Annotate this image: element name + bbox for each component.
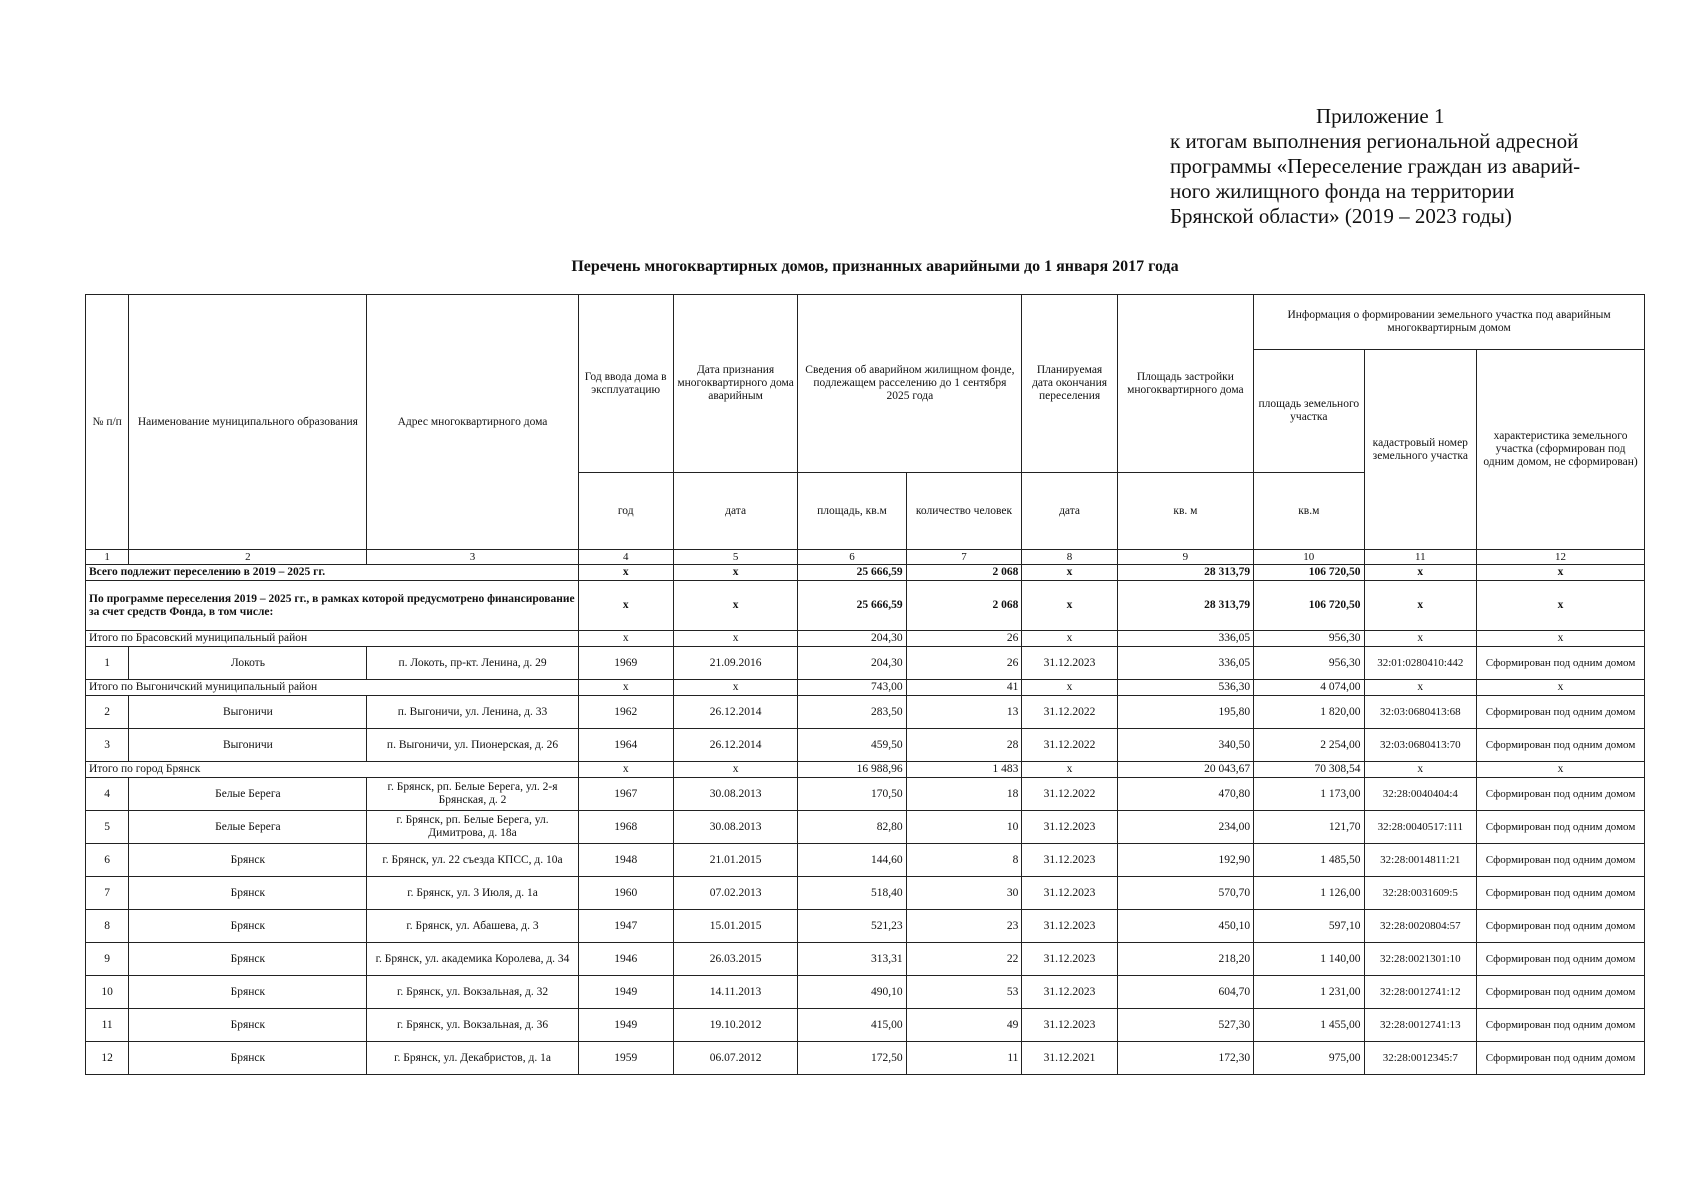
appendix-header bbox=[1170, 104, 1640, 229]
area-cell: 25 666,59 bbox=[798, 581, 906, 631]
building-area-cell: 336,05 bbox=[1117, 631, 1253, 647]
address-cell: п. Выгоничи, ул. Пионерская, д. 26 bbox=[367, 729, 578, 762]
cadastral-cell: х bbox=[1364, 565, 1477, 581]
building-area-cell: 218,20 bbox=[1117, 943, 1253, 976]
year-cell: х bbox=[578, 565, 673, 581]
people-cell: 10 bbox=[906, 811, 1022, 844]
year-cell: 1969 bbox=[578, 647, 673, 680]
header-year-built: Год ввода дома в эксплуатацию bbox=[578, 295, 673, 473]
building-area-cell: 28 313,79 bbox=[1117, 581, 1253, 631]
area-cell: 144,60 bbox=[798, 844, 906, 877]
subtotal-row bbox=[86, 631, 1645, 647]
row-number-cell: 10 bbox=[86, 976, 129, 1009]
municipality-cell: Брянск bbox=[129, 877, 367, 910]
cadastral-cell: х bbox=[1364, 631, 1477, 647]
date-cell: 19.10.2012 bbox=[673, 1009, 798, 1042]
plan-date-cell: х bbox=[1022, 680, 1117, 696]
plan-date-cell: 31.12.2023 bbox=[1022, 844, 1117, 877]
col-number: 6 bbox=[798, 550, 906, 565]
col-number: 4 bbox=[578, 550, 673, 565]
plan-date-cell: 31.12.2023 bbox=[1022, 1009, 1117, 1042]
col-number: 7 bbox=[906, 550, 1022, 565]
land-area-cell: 106 720,50 bbox=[1254, 565, 1364, 581]
row-number-cell: 4 bbox=[86, 778, 129, 811]
header-municipality: Наименование муниципального образования bbox=[129, 295, 367, 550]
people-cell: 53 bbox=[906, 976, 1022, 1009]
area-cell: 459,50 bbox=[798, 729, 906, 762]
table-row bbox=[86, 910, 1645, 943]
cadastral-cell: 32:28:0021301:10 bbox=[1364, 943, 1477, 976]
date-cell: х bbox=[673, 762, 798, 778]
land-area-cell: 1 173,00 bbox=[1254, 778, 1364, 811]
address-cell: г. Брянск, ул. Вокзальная, д. 32 bbox=[367, 976, 578, 1009]
unit-people: количество человек bbox=[906, 473, 1022, 550]
land-char-cell: Сформирован под одним домом bbox=[1477, 811, 1645, 844]
header-land-area: площадь земельного участка bbox=[1254, 350, 1364, 473]
address-cell: г. Брянск, ул. Декабристов, д. 1а bbox=[367, 1042, 578, 1075]
land-area-cell: 121,70 bbox=[1254, 811, 1364, 844]
land-char-cell: Сформирован под одним домом bbox=[1477, 778, 1645, 811]
cadastral-cell: 32:03:0680413:70 bbox=[1364, 729, 1477, 762]
header-building-area: Площадь застройки многоквартирного дома bbox=[1117, 295, 1253, 473]
address-cell: г. Брянск, рп. Белые Берега, ул. Димитрова, д. 18а bbox=[367, 811, 578, 844]
land-area-cell: 106 720,50 bbox=[1254, 581, 1364, 631]
cadastral-cell: 32:28:0012345:7 bbox=[1364, 1042, 1477, 1075]
municipality-cell: Брянск bbox=[129, 910, 367, 943]
cadastral-cell: 32:28:0014811:21 bbox=[1364, 844, 1477, 877]
appendix-line: Брянской области» (2019 – 2023 годы) bbox=[1170, 204, 1512, 228]
building-area-cell: 336,05 bbox=[1117, 647, 1253, 680]
date-cell: 14.11.2013 bbox=[673, 976, 798, 1009]
area-cell: 204,30 bbox=[798, 631, 906, 647]
address-cell: г. Брянск, рп. Белые Берега, ул. 2-я Брянская, д. 2 bbox=[367, 778, 578, 811]
subtotal-row bbox=[86, 762, 1645, 778]
plan-date-cell: 31.12.2022 bbox=[1022, 778, 1117, 811]
land-char-cell: Сформирован под одним домом bbox=[1477, 844, 1645, 877]
table-row bbox=[86, 647, 1645, 680]
header-housing-info: Сведения об аварийном жилищном фонде, подлежащем расселению до 1 сентября 2025 года bbox=[798, 295, 1022, 473]
municipality-cell: Брянск bbox=[129, 976, 367, 1009]
land-char-cell: Сформирован под одним домом bbox=[1477, 647, 1645, 680]
row-number-cell: 6 bbox=[86, 844, 129, 877]
table-row bbox=[86, 778, 1645, 811]
people-cell: 13 bbox=[906, 696, 1022, 729]
unit-date2: дата bbox=[1022, 473, 1117, 550]
col-number: 10 bbox=[1254, 550, 1364, 565]
cadastral-cell: 32:28:0020804:57 bbox=[1364, 910, 1477, 943]
plan-date-cell: 31.12.2023 bbox=[1022, 910, 1117, 943]
people-cell: 26 bbox=[906, 647, 1022, 680]
people-cell: 23 bbox=[906, 910, 1022, 943]
subtotal-row-label: Итого по город Брянск bbox=[86, 762, 579, 778]
plan-date-cell: 31.12.2023 bbox=[1022, 976, 1117, 1009]
cadastral-cell: 32:28:0012741:13 bbox=[1364, 1009, 1477, 1042]
building-area-cell: 28 313,79 bbox=[1117, 565, 1253, 581]
building-area-cell: 470,80 bbox=[1117, 778, 1253, 811]
municipality-cell: Брянск bbox=[129, 943, 367, 976]
building-area-cell: 570,70 bbox=[1117, 877, 1253, 910]
municipality-cell: Выгоничи bbox=[129, 696, 367, 729]
land-area-cell: 975,00 bbox=[1254, 1042, 1364, 1075]
address-cell: г. Брянск, ул. 22 съезда КПСС, д. 10а bbox=[367, 844, 578, 877]
plan-date-cell: 31.12.2023 bbox=[1022, 877, 1117, 910]
row-number-cell: 11 bbox=[86, 1009, 129, 1042]
header-address: Адрес многоквартирного дома bbox=[367, 295, 578, 550]
year-cell: 1948 bbox=[578, 844, 673, 877]
cadastral-cell: х bbox=[1364, 581, 1477, 631]
people-cell: 30 bbox=[906, 877, 1022, 910]
cadastral-cell: 32:28:0040404:4 bbox=[1364, 778, 1477, 811]
plan-date-cell: 31.12.2022 bbox=[1022, 696, 1117, 729]
row-number-cell: 3 bbox=[86, 729, 129, 762]
row-number-cell: 2 bbox=[86, 696, 129, 729]
row-number-cell: 12 bbox=[86, 1042, 129, 1075]
unit-year: год bbox=[578, 473, 673, 550]
col-number: 9 bbox=[1117, 550, 1253, 565]
land-char-cell: х bbox=[1477, 762, 1645, 778]
plan-date-cell: 31.12.2021 bbox=[1022, 1042, 1117, 1075]
date-cell: 07.02.2013 bbox=[673, 877, 798, 910]
table-row bbox=[86, 811, 1645, 844]
municipality-cell: Брянск bbox=[129, 844, 367, 877]
program-row-label: По программе переселения 2019 – 2025 гг., в рамках которой предусмотрено финансирование за счет средств Фонда, в том числе: bbox=[86, 581, 579, 631]
land-char-cell: Сформирован под одним домом bbox=[1477, 877, 1645, 910]
people-cell: 41 bbox=[906, 680, 1022, 696]
year-cell: 1968 bbox=[578, 811, 673, 844]
land-area-cell: 2 254,00 bbox=[1254, 729, 1364, 762]
table-row bbox=[86, 1009, 1645, 1042]
table-row bbox=[86, 943, 1645, 976]
appendix-line: программы «Переселение граждан из аварий- bbox=[1170, 154, 1581, 178]
total-row-label: Всего подлежит переселению в 2019 – 2025 гг. bbox=[86, 565, 579, 581]
building-area-cell: 536,30 bbox=[1117, 680, 1253, 696]
date-cell: 30.08.2013 bbox=[673, 811, 798, 844]
col-number: 1 bbox=[86, 550, 129, 565]
year-cell: х bbox=[578, 581, 673, 631]
address-cell: г. Брянск, ул. 3 Июля, д. 1а bbox=[367, 877, 578, 910]
area-cell: 16 988,96 bbox=[798, 762, 906, 778]
plan-date-cell: 31.12.2023 bbox=[1022, 811, 1117, 844]
land-area-cell: 70 308,54 bbox=[1254, 762, 1364, 778]
area-cell: 172,50 bbox=[798, 1042, 906, 1075]
document-title: Перечень многоквартирных домов, признанных аварийными до 1 января 2017 года bbox=[571, 258, 1179, 275]
building-area-cell: 450,10 bbox=[1117, 910, 1253, 943]
building-area-cell: 604,70 bbox=[1117, 976, 1253, 1009]
header-land-info: Информация о формировании земельного участка под аварийным многоквартирным домом bbox=[1254, 295, 1645, 350]
people-cell: 11 bbox=[906, 1042, 1022, 1075]
address-cell: г. Брянск, ул. Абашева, д. 3 bbox=[367, 910, 578, 943]
area-cell: 521,23 bbox=[798, 910, 906, 943]
area-cell: 743,00 bbox=[798, 680, 906, 696]
land-area-cell: 1 231,00 bbox=[1254, 976, 1364, 1009]
year-cell: 1949 bbox=[578, 976, 673, 1009]
plan-date-cell: 31.12.2023 bbox=[1022, 943, 1117, 976]
land-char-cell: х bbox=[1477, 565, 1645, 581]
plan-date-cell: х bbox=[1022, 631, 1117, 647]
header-row bbox=[86, 295, 1645, 350]
year-cell: х bbox=[578, 762, 673, 778]
col-number: 2 bbox=[129, 550, 367, 565]
people-cell: 28 bbox=[906, 729, 1022, 762]
header-cadastral: кадастровый номер земельного участка bbox=[1364, 350, 1477, 550]
people-cell: 8 bbox=[906, 844, 1022, 877]
municipality-cell: Брянск bbox=[129, 1009, 367, 1042]
people-cell: 22 bbox=[906, 943, 1022, 976]
building-area-cell: 234,00 bbox=[1117, 811, 1253, 844]
col-number: 11 bbox=[1364, 550, 1477, 565]
unit-date: дата bbox=[673, 473, 798, 550]
area-cell: 415,00 bbox=[798, 1009, 906, 1042]
address-cell: п. Локоть, пр-кт. Ленина, д. 29 bbox=[367, 647, 578, 680]
appendix-title: Приложение 1 bbox=[1316, 104, 1445, 128]
year-cell: 1960 bbox=[578, 877, 673, 910]
date-cell: х bbox=[673, 631, 798, 647]
row-number-cell: 5 bbox=[86, 811, 129, 844]
building-area-cell: 195,80 bbox=[1117, 696, 1253, 729]
total-row bbox=[86, 565, 1645, 581]
date-cell: х bbox=[673, 581, 798, 631]
table-row bbox=[86, 844, 1645, 877]
municipality-cell: Белые Берега bbox=[129, 811, 367, 844]
land-area-cell: 956,30 bbox=[1254, 647, 1364, 680]
land-char-cell: Сформирован под одним домом bbox=[1477, 729, 1645, 762]
land-char-cell: Сформирован под одним домом bbox=[1477, 910, 1645, 943]
land-area-cell: 4 074,00 bbox=[1254, 680, 1364, 696]
year-cell: 1947 bbox=[578, 910, 673, 943]
date-cell: 30.08.2013 bbox=[673, 778, 798, 811]
subtotal-row bbox=[86, 680, 1645, 696]
date-cell: 26.03.2015 bbox=[673, 943, 798, 976]
row-number-cell: 8 bbox=[86, 910, 129, 943]
people-cell: 1 483 bbox=[906, 762, 1022, 778]
year-cell: х bbox=[578, 631, 673, 647]
cadastral-cell: 32:03:0680413:68 bbox=[1364, 696, 1477, 729]
plan-date-cell: х bbox=[1022, 581, 1117, 631]
year-cell: 1946 bbox=[578, 943, 673, 976]
subtotal-row-label: Итого по Выгоничский муниципальный район bbox=[86, 680, 579, 696]
plan-date-cell: х bbox=[1022, 565, 1117, 581]
building-area-cell: 527,30 bbox=[1117, 1009, 1253, 1042]
building-area-cell: 172,30 bbox=[1117, 1042, 1253, 1075]
land-area-cell: 1 820,00 bbox=[1254, 696, 1364, 729]
row-number-cell: 1 bbox=[86, 647, 129, 680]
area-cell: 82,80 bbox=[798, 811, 906, 844]
area-cell: 25 666,59 bbox=[798, 565, 906, 581]
col-number: 8 bbox=[1022, 550, 1117, 565]
column-numbers-row bbox=[86, 550, 1645, 565]
col-number: 5 bbox=[673, 550, 798, 565]
address-cell: п. Выгоничи, ул. Ленина, д. 33 bbox=[367, 696, 578, 729]
area-cell: 490,10 bbox=[798, 976, 906, 1009]
area-cell: 170,50 bbox=[798, 778, 906, 811]
date-cell: х bbox=[673, 565, 798, 581]
year-cell: 1964 bbox=[578, 729, 673, 762]
table-row bbox=[86, 729, 1645, 762]
land-area-cell: 956,30 bbox=[1254, 631, 1364, 647]
date-cell: 06.07.2012 bbox=[673, 1042, 798, 1075]
people-cell: 2 068 bbox=[906, 565, 1022, 581]
area-cell: 518,40 bbox=[798, 877, 906, 910]
building-area-cell: 20 043,67 bbox=[1117, 762, 1253, 778]
year-cell: х bbox=[578, 680, 673, 696]
unit-area: площадь, кв.м bbox=[798, 473, 906, 550]
header-planned-date: Планируемая дата окончания переселения bbox=[1022, 295, 1117, 473]
table-row bbox=[86, 1042, 1645, 1075]
date-cell: 21.01.2015 bbox=[673, 844, 798, 877]
date-cell: 26.12.2014 bbox=[673, 729, 798, 762]
unit-sqm: кв. м bbox=[1117, 473, 1253, 550]
area-cell: 283,50 bbox=[798, 696, 906, 729]
land-area-cell: 1 455,00 bbox=[1254, 1009, 1364, 1042]
header-date-emergency: Дата признания многоквартирного дома аварийным bbox=[673, 295, 798, 473]
address-cell: г. Брянск, ул. Вокзальная, д. 36 bbox=[367, 1009, 578, 1042]
date-cell: 21.09.2016 bbox=[673, 647, 798, 680]
area-cell: 204,30 bbox=[798, 647, 906, 680]
municipality-cell: Локоть bbox=[129, 647, 367, 680]
plan-date-cell: х bbox=[1022, 762, 1117, 778]
unit-sqm2: кв.м bbox=[1254, 473, 1364, 550]
people-cell: 26 bbox=[906, 631, 1022, 647]
land-char-cell: Сформирован под одним домом bbox=[1477, 1042, 1645, 1075]
year-cell: 1962 bbox=[578, 696, 673, 729]
col-number: 12 bbox=[1477, 550, 1645, 565]
building-area-cell: 192,90 bbox=[1117, 844, 1253, 877]
land-area-cell: 597,10 bbox=[1254, 910, 1364, 943]
year-cell: 1967 bbox=[578, 778, 673, 811]
municipality-cell: Белые Берега bbox=[129, 778, 367, 811]
area-cell: 313,31 bbox=[798, 943, 906, 976]
cadastral-cell: х bbox=[1364, 762, 1477, 778]
year-cell: 1959 bbox=[578, 1042, 673, 1075]
land-char-cell: х bbox=[1477, 631, 1645, 647]
cadastral-cell: х bbox=[1364, 680, 1477, 696]
appendix-line: ного жилищного фонда на территории bbox=[1170, 179, 1515, 203]
date-cell: 26.12.2014 bbox=[673, 696, 798, 729]
land-char-cell: Сформирован под одним домом bbox=[1477, 1009, 1645, 1042]
cadastral-cell: 32:28:0012741:12 bbox=[1364, 976, 1477, 1009]
row-number-cell: 7 bbox=[86, 877, 129, 910]
cadastral-cell: 32:01:0280410:442 bbox=[1364, 647, 1477, 680]
date-cell: 15.01.2015 bbox=[673, 910, 798, 943]
land-char-cell: Сформирован под одним домом bbox=[1477, 943, 1645, 976]
cadastral-cell: 32:28:0031609:5 bbox=[1364, 877, 1477, 910]
land-area-cell: 1 140,00 bbox=[1254, 943, 1364, 976]
people-cell: 49 bbox=[906, 1009, 1022, 1042]
people-cell: 18 bbox=[906, 778, 1022, 811]
address-cell: г. Брянск, ул. академика Королева, д. 34 bbox=[367, 943, 578, 976]
land-char-cell: Сформирован под одним домом bbox=[1477, 696, 1645, 729]
subtotal-row-label: Итого по Брасовский муниципальный район bbox=[86, 631, 579, 647]
land-char-cell: х bbox=[1477, 680, 1645, 696]
year-cell: 1949 bbox=[578, 1009, 673, 1042]
program-row bbox=[86, 581, 1645, 631]
header-land-char: характеристика земельного участка (сформирован под одним домом, не сформирован) bbox=[1477, 350, 1645, 550]
land-char-cell: Сформирован под одним домом bbox=[1477, 976, 1645, 1009]
col-number: 3 bbox=[367, 550, 578, 565]
municipality-cell: Выгоничи bbox=[129, 729, 367, 762]
plan-date-cell: 31.12.2023 bbox=[1022, 647, 1117, 680]
cadastral-cell: 32:28:0040517:111 bbox=[1364, 811, 1477, 844]
appendix-line: к итогам выполнения региональной адресной bbox=[1170, 129, 1579, 153]
land-char-cell: х bbox=[1477, 581, 1645, 631]
municipality-cell: Брянск bbox=[129, 1042, 367, 1075]
plan-date-cell: 31.12.2022 bbox=[1022, 729, 1117, 762]
table-row bbox=[86, 696, 1645, 729]
row-number-cell: 9 bbox=[86, 943, 129, 976]
land-area-cell: 1 485,50 bbox=[1254, 844, 1364, 877]
table-row bbox=[86, 976, 1645, 1009]
building-area-cell: 340,50 bbox=[1117, 729, 1253, 762]
land-area-cell: 1 126,00 bbox=[1254, 877, 1364, 910]
emergency-houses-table bbox=[85, 294, 1645, 1075]
date-cell: х bbox=[673, 680, 798, 696]
header-num: № п/п bbox=[86, 295, 129, 550]
people-cell: 2 068 bbox=[906, 581, 1022, 631]
table-row bbox=[86, 877, 1645, 910]
